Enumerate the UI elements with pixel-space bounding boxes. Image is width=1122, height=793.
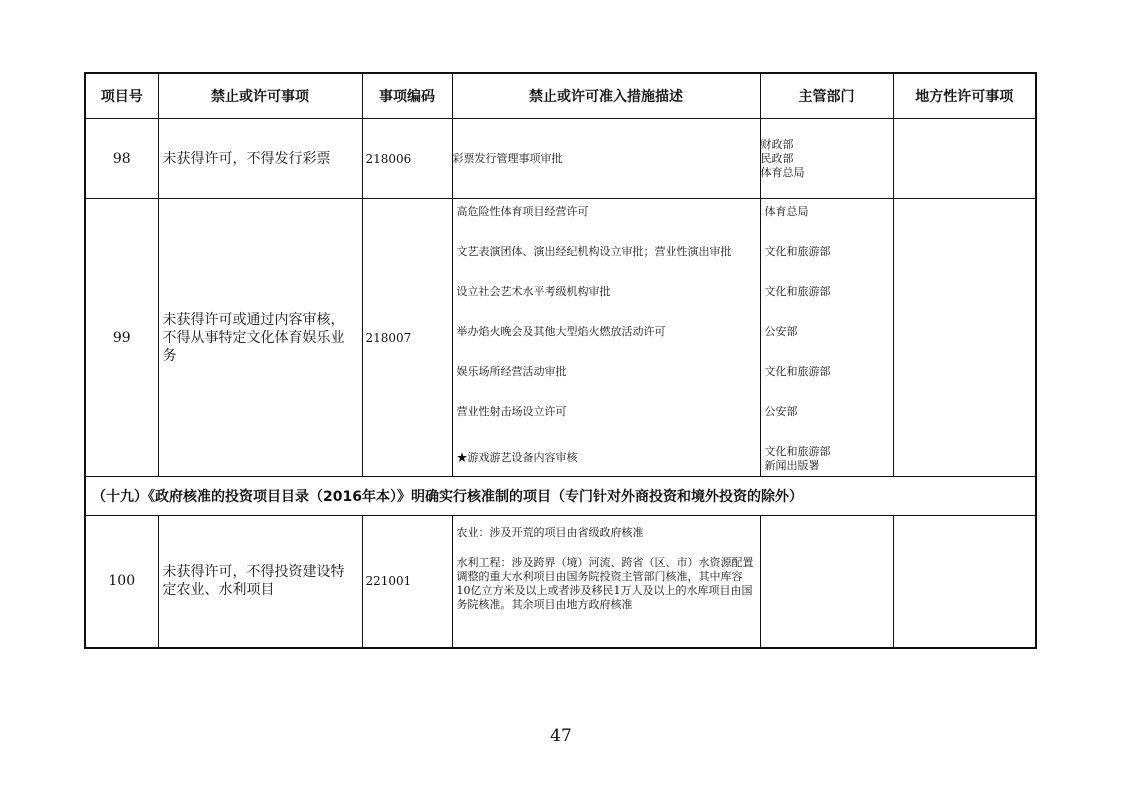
- item-code: 221001: [362, 516, 452, 648]
- table-row: [85, 199, 1036, 477]
- department-list: [760, 199, 893, 477]
- item-code: 218007: [362, 199, 452, 477]
- measure-description: 彩票发行管理事项审批: [452, 119, 760, 199]
- measure-description: 举办焰火晚会及其他大型焰火燃放活动许可: [456, 325, 666, 338]
- item-name: 未获得许可，不得发行彩票: [158, 119, 362, 199]
- header-code: 事项编码: [362, 73, 452, 119]
- measure-description: 设立社会艺术水平考级机构审批: [456, 285, 611, 298]
- department: 公安部: [764, 325, 798, 338]
- local-permit-cell: [893, 119, 1036, 199]
- header-local-permit: 地方性许可事项: [893, 73, 1036, 119]
- department-list: [760, 119, 893, 199]
- department-cell: [760, 516, 893, 648]
- section-row: [85, 477, 1036, 516]
- department: 体育总局: [760, 165, 805, 179]
- measure-description: 水利工程：涉及跨界（境）河流、跨省（区、市）水资源配置调整的重大水利项目由国务院投资主管部门核准，其中库容10亿立方米及以上或者涉及移民1万人及以上的水库项目由国务院核准。其余项目由地方政府核准: [456, 556, 754, 611]
- measure-description: 营业性射击场设立许可: [456, 405, 567, 418]
- measure-description: 高危险性体育项目经营许可: [456, 205, 589, 218]
- department: 民政部: [760, 151, 794, 165]
- measure-list: [452, 516, 760, 648]
- header-row: [85, 73, 1036, 119]
- department: 财政部: [760, 137, 794, 151]
- header-item: 禁止或许可事项: [158, 73, 362, 119]
- section-heading: （十九）《政府核准的投资项目目录（2016年本）》明确实行核准制的项目（专门针对外商投资和境外投资的除外）: [85, 477, 1036, 516]
- item-code: 218006: [362, 119, 452, 199]
- measure-description: 农业：涉及开荒的项目由省级政府核准: [456, 526, 644, 539]
- measure-description: 娱乐场所经营活动审批: [456, 365, 567, 378]
- header-item-no: 项目号: [85, 73, 158, 119]
- measure-description: ★游戏游艺设备内容审核: [456, 451, 578, 464]
- local-permit-cell: [893, 516, 1036, 648]
- table-row: [85, 516, 1036, 648]
- item-number: 99: [85, 199, 158, 477]
- department: 体育总局: [764, 205, 809, 218]
- department: 文化和旅游部: [764, 365, 831, 378]
- header-measures: 禁止或许可准入措施描述: [452, 73, 760, 119]
- item-number: 100: [85, 516, 158, 648]
- department: 文化和旅游部: [764, 285, 831, 298]
- item-number: 98: [85, 119, 158, 199]
- table-row: [85, 119, 1036, 199]
- department: 文化和旅游部 新闻出版署: [764, 445, 831, 472]
- measure-list: [452, 199, 760, 477]
- access-list-table: [84, 72, 1037, 649]
- item-name: 未获得许可，不得投资建设特定农业、水利项目: [158, 516, 362, 648]
- measure-description: 文艺表演团体、演出经纪机构设立审批；营业性演出审批: [456, 245, 732, 258]
- item-name: 未获得许可或通过内容审核，不得从事特定文化体育娱乐业务: [158, 199, 362, 477]
- department: 公安部: [764, 405, 798, 418]
- header-department: 主管部门: [760, 73, 893, 119]
- local-permit-cell: [893, 199, 1036, 477]
- page-number: 47: [550, 726, 572, 746]
- department: 文化和旅游部: [764, 245, 831, 258]
